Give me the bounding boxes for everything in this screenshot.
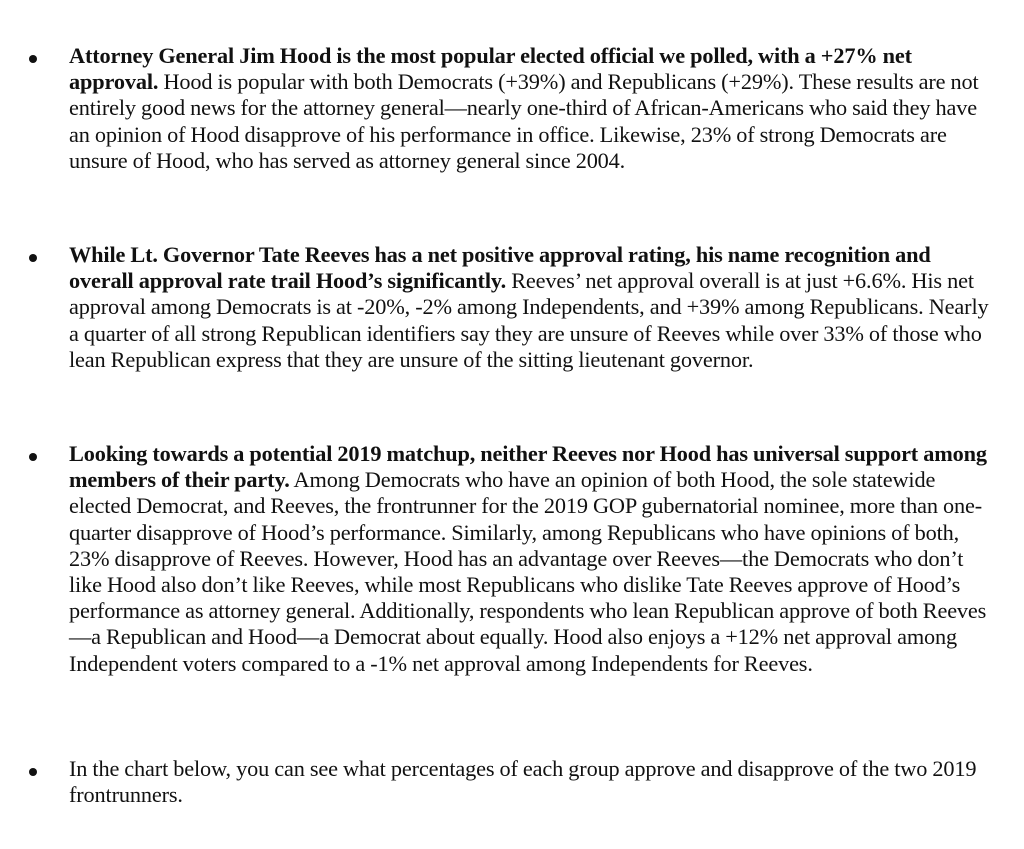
bullet-icon — [29, 768, 37, 776]
bullet-paragraph — [69, 756, 994, 808]
bullet-bold-lead: Attorney General Jim Hood is the most popular elected official we polled, with a +27% net approval. — [69, 43, 912, 95]
bullet-body: Reeves’ net approval overall is at just +6.6%. His net approval among Democrats is at -20%, -2% among Independents, and +39% among Republicans. Nearly a quarter of all strong Republican identifiers say they are unsure of Reeves while over 33% of those who lean Republican express that they are unsure of the sitting lieutenant governor. — [69, 268, 989, 372]
bullet-icon — [29, 453, 37, 461]
bullet-bold-lead: Looking towards a potential 2019 matchup, neither Reeves nor Hood has universal support among members of their party. — [69, 441, 987, 493]
bullet-paragraph — [69, 242, 994, 373]
bullet-body: Among Democrats who have an opinion of both Hood, the sole statewide elected Democrat, and Reeves, the frontrunner for the 2019 GOP gubernatorial nominee, more than one-quarter disapprove of Hood’s performance. Similarly, among Republicans who have opinions of both, 23% disapprove of Reeves. However, Hood has an advantage over Reeves—the Democrats who don’t like Hood also don’t like Reeves, while most Republicans who dislike Tate Reeves approve of Hood’s performance as attorney general. Additionally, respondents who lean Republican approve of both Reeves—a Republican and Hood—a Democrat about equally. Hood also enjoys a +12% net approval among Independent voters compared to a -1% net approval among Independents for Reeves. — [69, 467, 987, 676]
bullet-paragraph — [69, 441, 994, 677]
bullet-icon — [29, 55, 37, 63]
bullet-body: Hood is popular with both Democrats (+39%) and Republicans (+29%). These results are not entirely good news for the attorney general—nearly one-third of African-Americans who said they have an opinion of Hood disapprove of his performance in office. Likewise, 23% of strong Democrats are unsure of Hood, who has served as attorney general since 2004. — [69, 69, 979, 173]
bullet-paragraph — [69, 43, 994, 174]
bullet-icon — [29, 254, 37, 262]
bullet-bold-lead: While Lt. Governor Tate Reeves has a net positive approval rating, his name recognition and overall approval rate trail Hood’s significantly. — [69, 242, 931, 294]
bullet-body: In the chart below, you can see what percentages of each group approve and disapprove of the two 2019 frontrunners. — [69, 756, 977, 808]
